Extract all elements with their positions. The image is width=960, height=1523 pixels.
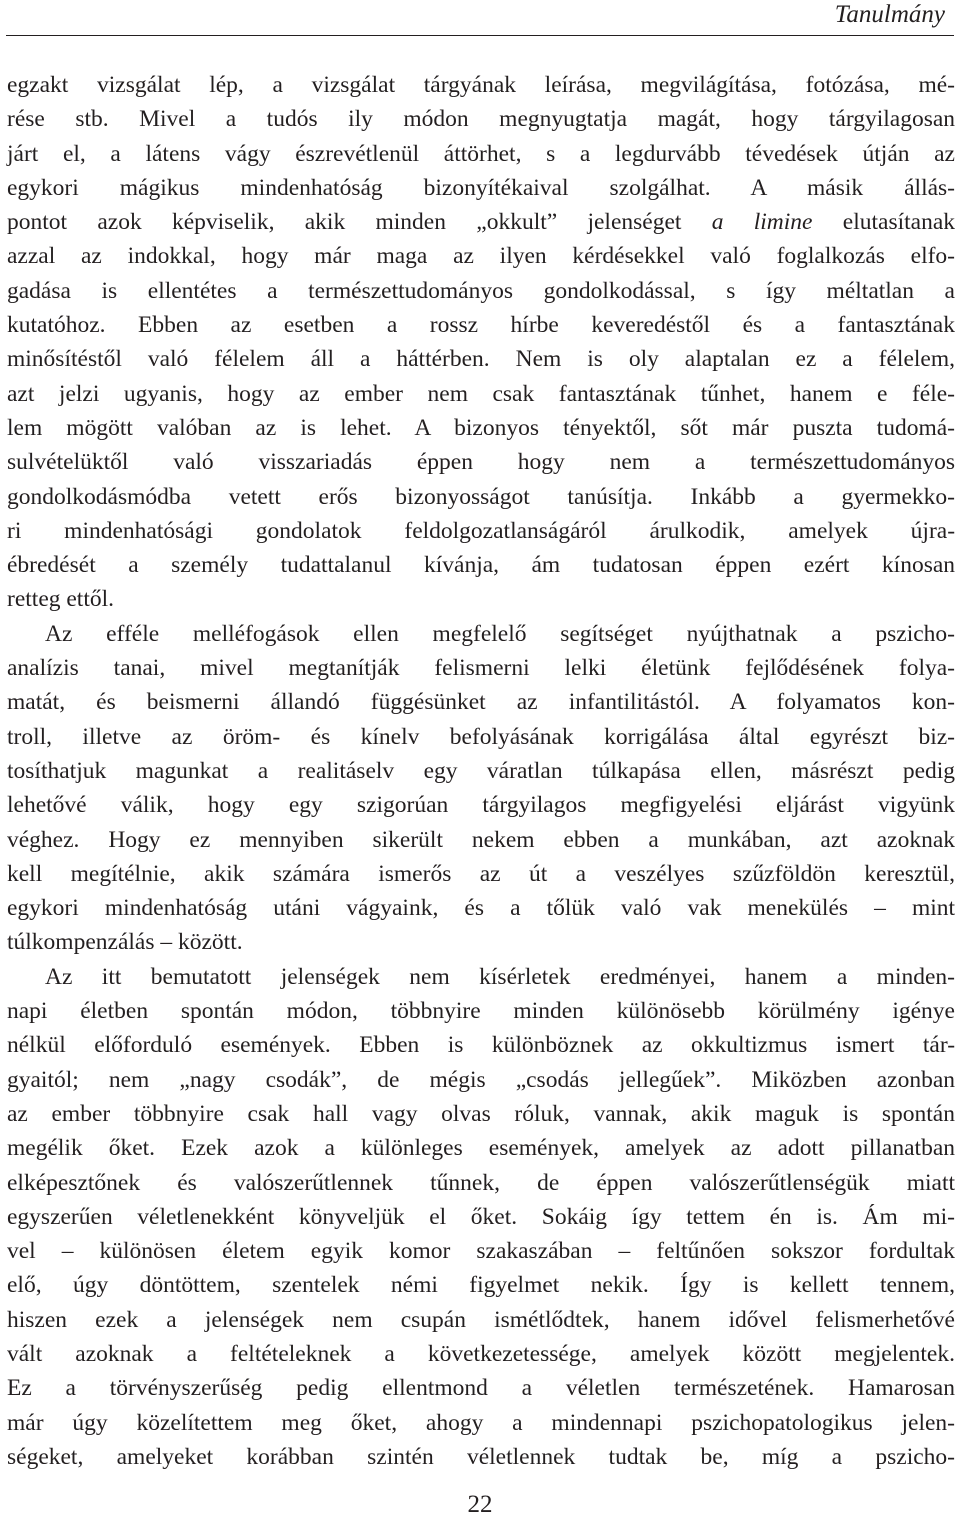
text-line: vel – különösen életem egyik komor szakaszában – feltűnően sokszor fordultak — [7, 1238, 955, 1265]
text-line: vált azoknak a feltételeknek a következetessége, amelyek között megjelentek. — [7, 1340, 955, 1367]
text-line: járt el, a látens vágy észrevétlenül áttörhet, s a legdurvább tévedések útján az — [7, 140, 955, 167]
text-line: ségeket, amelyeket korábban szintén véletlennek tudtak be, míg a pszicho- — [7, 1443, 955, 1470]
header-rule — [6, 35, 954, 36]
text-line: egzakt vizsgálat lép, a vizsgálat tárgyának leírása, megvilágítása, fotózása, mé- — [7, 72, 955, 98]
text-line: gondolkodásmódba vetett erős bizonyosságot tanúsítja. Inkább a gyermekko- — [7, 483, 955, 510]
text-line: véghez. Hogy ez mennyiben sikerült nekem ebben a munkában, azt azoknak — [7, 826, 955, 853]
text-line: elő, úgy döntöttem, szentelek némi figyelmet nekik. Így is kellett tennem, — [7, 1272, 955, 1299]
text-line: ri mindenhatósági gondolatok feldolgozatlanságáról árulkodik, amelyek újra- — [7, 517, 956, 544]
text-line: nélkül előforduló események. Ebben is különböznek az okkultizmus ismert tár- — [7, 1032, 956, 1059]
text-line: egykori mindenhatóság utáni vágyaink, és a tőlük való vak menekülés – mint — [7, 895, 956, 922]
text-line: rése stb. Mivel a tudós ily módon megnyugtatja magát, hogy tárgyilagosan — [7, 106, 956, 133]
text-line: ébredését a személy tudattalanul kívánja, ám tudatosan éppen ezért kínosan — [7, 552, 956, 579]
running-header — [0, 0, 960, 40]
text-line: elképesztőnek és valószerűtlennek tűnnek, de éppen valószerűtlenségük miatt — [7, 1169, 956, 1196]
text-line: azt jelzi ugyanis, hogy az ember nem csak fantasztának tűnhet, hanem e féle- — [7, 380, 955, 407]
text-line: gyaitól; nem „nagy csodák”, de mégis „csodás jellegűek”. Miközben azonban — [7, 1066, 956, 1093]
text-line: gadása is ellentétes a természettudományos gondolkodással, s így méltatlan a — [7, 277, 955, 304]
text-line: túlkompenzálás – között. — [7, 929, 243, 956]
page-number: 22 — [467, 1491, 493, 1518]
text-line: egyszerűen véletlenekként könyveljük el őket. Sokáig így tettem én is. Ám mi- — [7, 1203, 955, 1230]
text-line: sulvételüktől való visszariadás éppen hogy nem a természettudományos — [7, 449, 956, 476]
text-line: azzal az indokkal, hogy már maga az ilyen kérdésekkel való foglalkozás elfo- — [7, 243, 955, 270]
text-line: napi életben spontán módon, többnyire minden különösebb körülmény igénye — [7, 998, 955, 1025]
text-line: retteg ettől. — [7, 586, 115, 613]
section-title: Tanulmány — [834, 1, 945, 28]
text-line: troll, illetve az öröm- és kínelv befolyásának korrigálása által egyrészt biz- — [7, 723, 955, 750]
text-line: az ember többnyire csak hall vagy olvas róluk, vannak, akik maguk is spontán — [7, 1100, 955, 1127]
text-line: analízis tanai, mivel megtanítják felismerni lelki életünk fejlődésének folya- — [7, 655, 956, 682]
text-line: Ez a törvényszerűség pedig ellentmond a véletlen természetének. Hamarosan — [7, 1375, 955, 1402]
text-line: minősítéstől való félelem áll a háttérben. Nem is oly alaptalan ez a félelem, — [7, 346, 955, 373]
text-line: lehetővé válik, hogy egy szigorúan tárgyilagos megfigyelési eljárást vigyünk — [7, 792, 956, 819]
text-line: tosíthatjuk magunkat a realitáselv egy váratlan túlkapása ellen, másrészt pedig — [7, 757, 956, 784]
text-line: egykori mágikus mindenhatóság bizonyítékaival szolgálhat. A másik állás- — [7, 174, 956, 201]
text-line: kell megítélnie, akik számára ismerős az út a veszélyes szűzföldön keresztül, — [7, 860, 956, 887]
text-line: kutatóhoz. Ebben az esetben a rossz hírbe keveredéstől és a fantasztának — [7, 312, 955, 339]
text-line: pontot azok képviselik, akik minden „okkult” jelenséget a limine elutasítanak — [7, 209, 956, 236]
text-line: Az itt bemutatott jelenségek nem kísérletek eredményei, hanem a minden- — [45, 963, 955, 990]
text-line: matát, és beismerni állandó függésünket az infantilitástól. A folyamatos kon- — [7, 689, 955, 716]
text-line: megélik őket. Ezek azok a különleges események, amelyek az adott pillanatban — [7, 1135, 955, 1162]
text-line: már úgy közelítettem meg őket, ahogy a mindennapi pszichopatologikus jelen- — [7, 1409, 955, 1436]
text-line: hiszen ezek a jelenségek nem csupán ismétlődtek, hanem idővel felismerhetővé — [7, 1306, 955, 1333]
text-line: lem mögött valóban az is lehet. A bizonyos tényektől, sőt már puszta tudomá- — [7, 414, 955, 441]
italic-phrase: a limine — [711, 209, 813, 236]
body-text — [7, 68, 955, 1474]
text-line: Az efféle melléfogások ellen megfelelő segítséget nyújthatnak a pszicho- — [45, 620, 955, 647]
